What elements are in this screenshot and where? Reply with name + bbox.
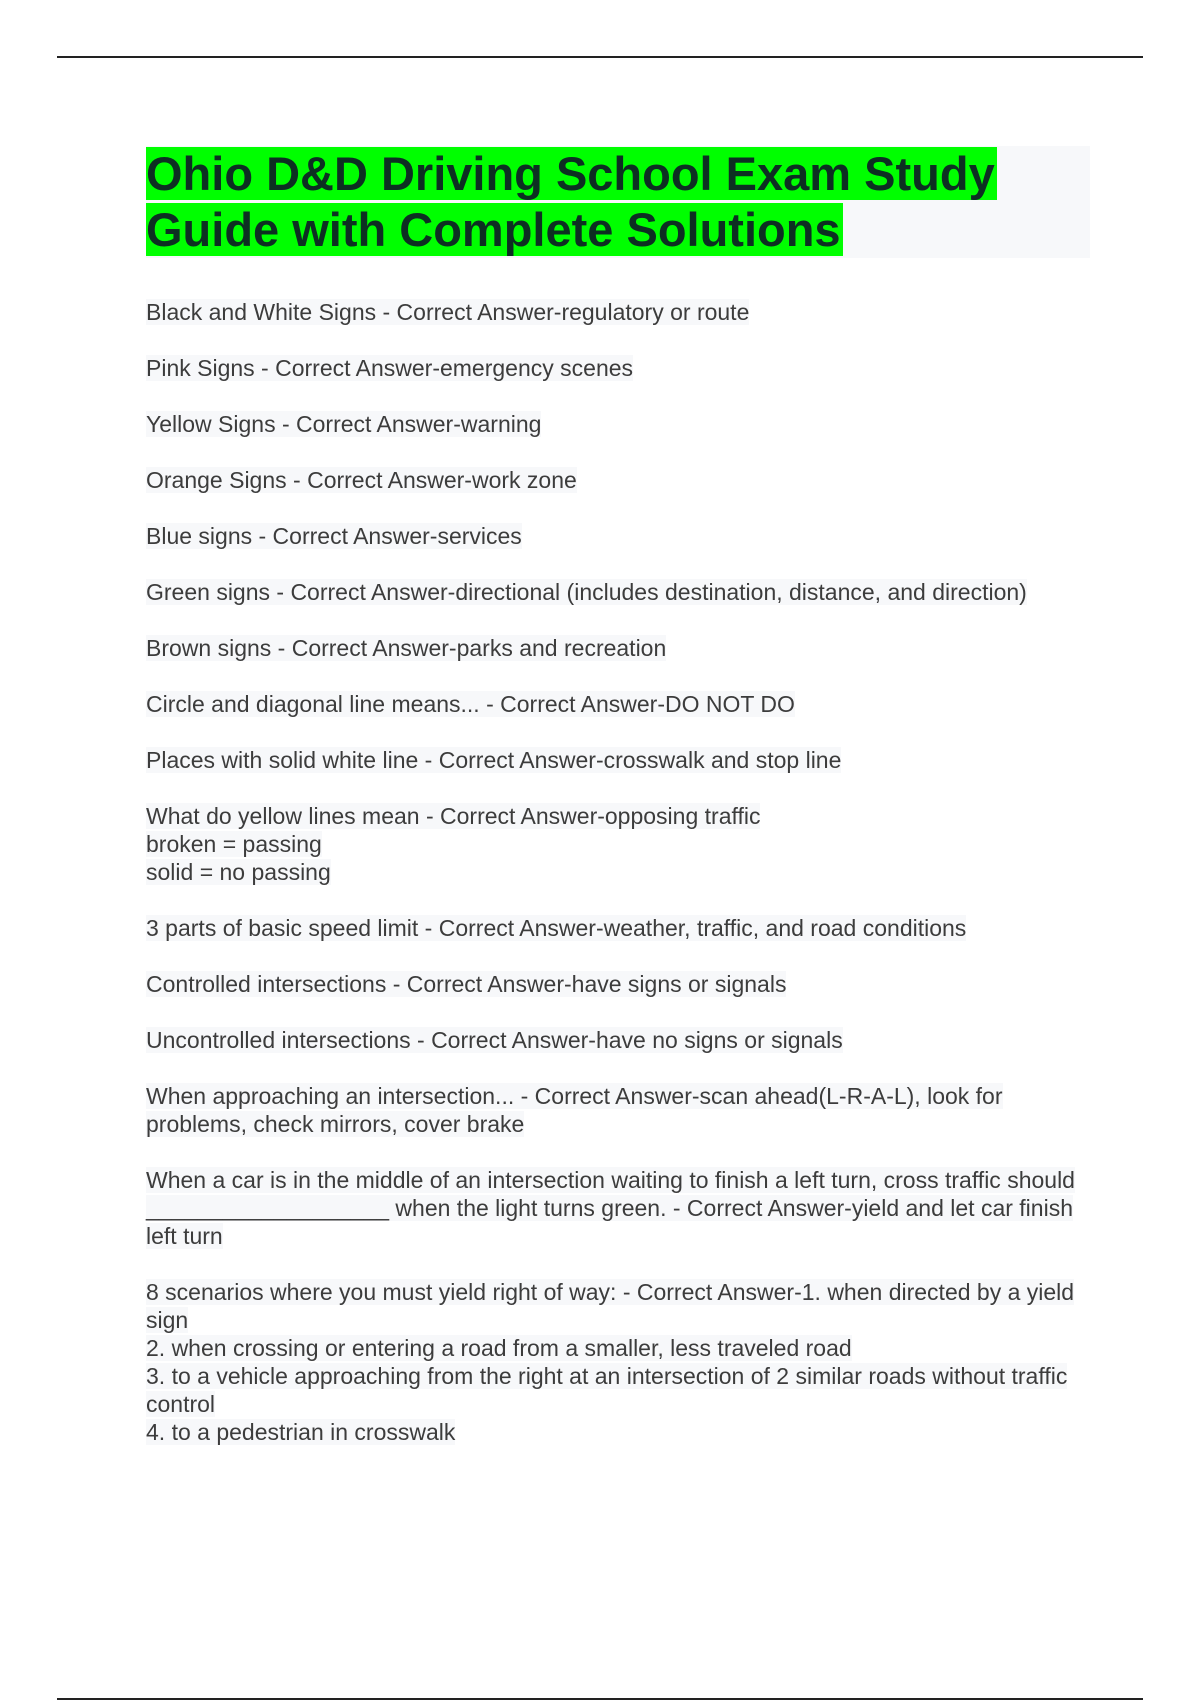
qa-item bbox=[146, 522, 1090, 550]
document-title bbox=[146, 146, 1090, 258]
question-text: Green signs - Correct Answer- bbox=[146, 579, 456, 605]
qa-item bbox=[146, 1278, 1090, 1446]
qa-item bbox=[146, 634, 1090, 662]
question-text: Orange Signs - Correct Answer- bbox=[146, 467, 472, 493]
answer-text: work zone bbox=[471, 467, 577, 493]
qa-item bbox=[146, 970, 1090, 998]
qa-item bbox=[146, 410, 1090, 438]
question-text: When approaching an intersection... - Correct Answer- bbox=[146, 1083, 700, 1109]
document-title-text: Ohio D&D Driving School Exam Study Guide with Complete Solutions bbox=[146, 147, 995, 256]
question-text: What do yellow lines mean - Correct Answer- bbox=[146, 803, 605, 829]
answer-text: parks and recreation bbox=[456, 635, 667, 661]
answer-text: weather, traffic, and road conditions bbox=[603, 915, 967, 941]
answer-text: services bbox=[437, 523, 522, 549]
answer-text: have no signs or signals bbox=[595, 1027, 843, 1053]
question-text: 3 parts of basic speed limit - Correct Answer- bbox=[146, 915, 604, 941]
answer-text: crosswalk and stop line bbox=[603, 747, 842, 773]
qa-item bbox=[146, 298, 1090, 326]
answer-text: warning bbox=[460, 411, 542, 437]
answer-text: emergency scenes bbox=[439, 355, 634, 381]
qa-item bbox=[146, 802, 1090, 886]
qa-item bbox=[146, 1026, 1090, 1054]
question-text: Black and White Signs - Correct Answer- bbox=[146, 299, 562, 325]
qa-item bbox=[146, 914, 1090, 942]
answer-text: regulatory or route bbox=[561, 299, 750, 325]
qa-item bbox=[146, 578, 1090, 606]
qa-item bbox=[146, 1082, 1090, 1138]
question-text: Places with solid white line - Correct Answer- bbox=[146, 747, 604, 773]
answer-text: opposing traffic broken = passing solid = no passing bbox=[146, 803, 761, 885]
question-text: 8 scenarios where you must yield right of way: - Correct Answer- bbox=[146, 1279, 802, 1305]
answer-text: 1. when directed by a yield sign 2. when crossing or entering a road from a smaller, less traveled road 3. to a vehicle approaching from the right at an intersection of 2 similar roads without traffic control 4. to a pedestrian in crosswalk bbox=[146, 1279, 1075, 1445]
qa-list bbox=[146, 298, 1090, 1446]
question-text: When a car is in the middle of an intersection waiting to finish a left turn, cross traffic should ___________________ when the light turns green. - Correct Answer- bbox=[146, 1167, 1075, 1221]
qa-item bbox=[146, 746, 1090, 774]
question-text: Circle and diagonal line means... - Correct Answer- bbox=[146, 691, 666, 717]
answer-text: directional (includes destination, distance, and direction) bbox=[455, 579, 1027, 605]
title-block bbox=[146, 146, 1090, 258]
answer-text: have signs or signals bbox=[571, 971, 787, 997]
question-text: Uncontrolled intersections - Correct Answer- bbox=[146, 1027, 596, 1053]
qa-item bbox=[146, 466, 1090, 494]
top-rule bbox=[57, 56, 1143, 58]
qa-item bbox=[146, 354, 1090, 382]
qa-item bbox=[146, 1166, 1090, 1250]
answer-text: DO NOT DO bbox=[665, 691, 795, 717]
question-text: Controlled intersections - Correct Answer- bbox=[146, 971, 572, 997]
answer-text: yield and let car finish left turn bbox=[146, 1195, 1073, 1249]
document-body bbox=[146, 146, 1090, 1474]
question-text: Blue signs - Correct Answer- bbox=[146, 523, 438, 549]
question-text: Yellow Signs - Correct Answer- bbox=[146, 411, 461, 437]
answer-text: scan ahead(L-R-A-L), look for problems, check mirrors, cover brake bbox=[146, 1083, 1003, 1137]
question-text: Pink Signs - Correct Answer- bbox=[146, 355, 440, 381]
question-text: Brown signs - Correct Answer- bbox=[146, 635, 457, 661]
qa-item bbox=[146, 690, 1090, 718]
